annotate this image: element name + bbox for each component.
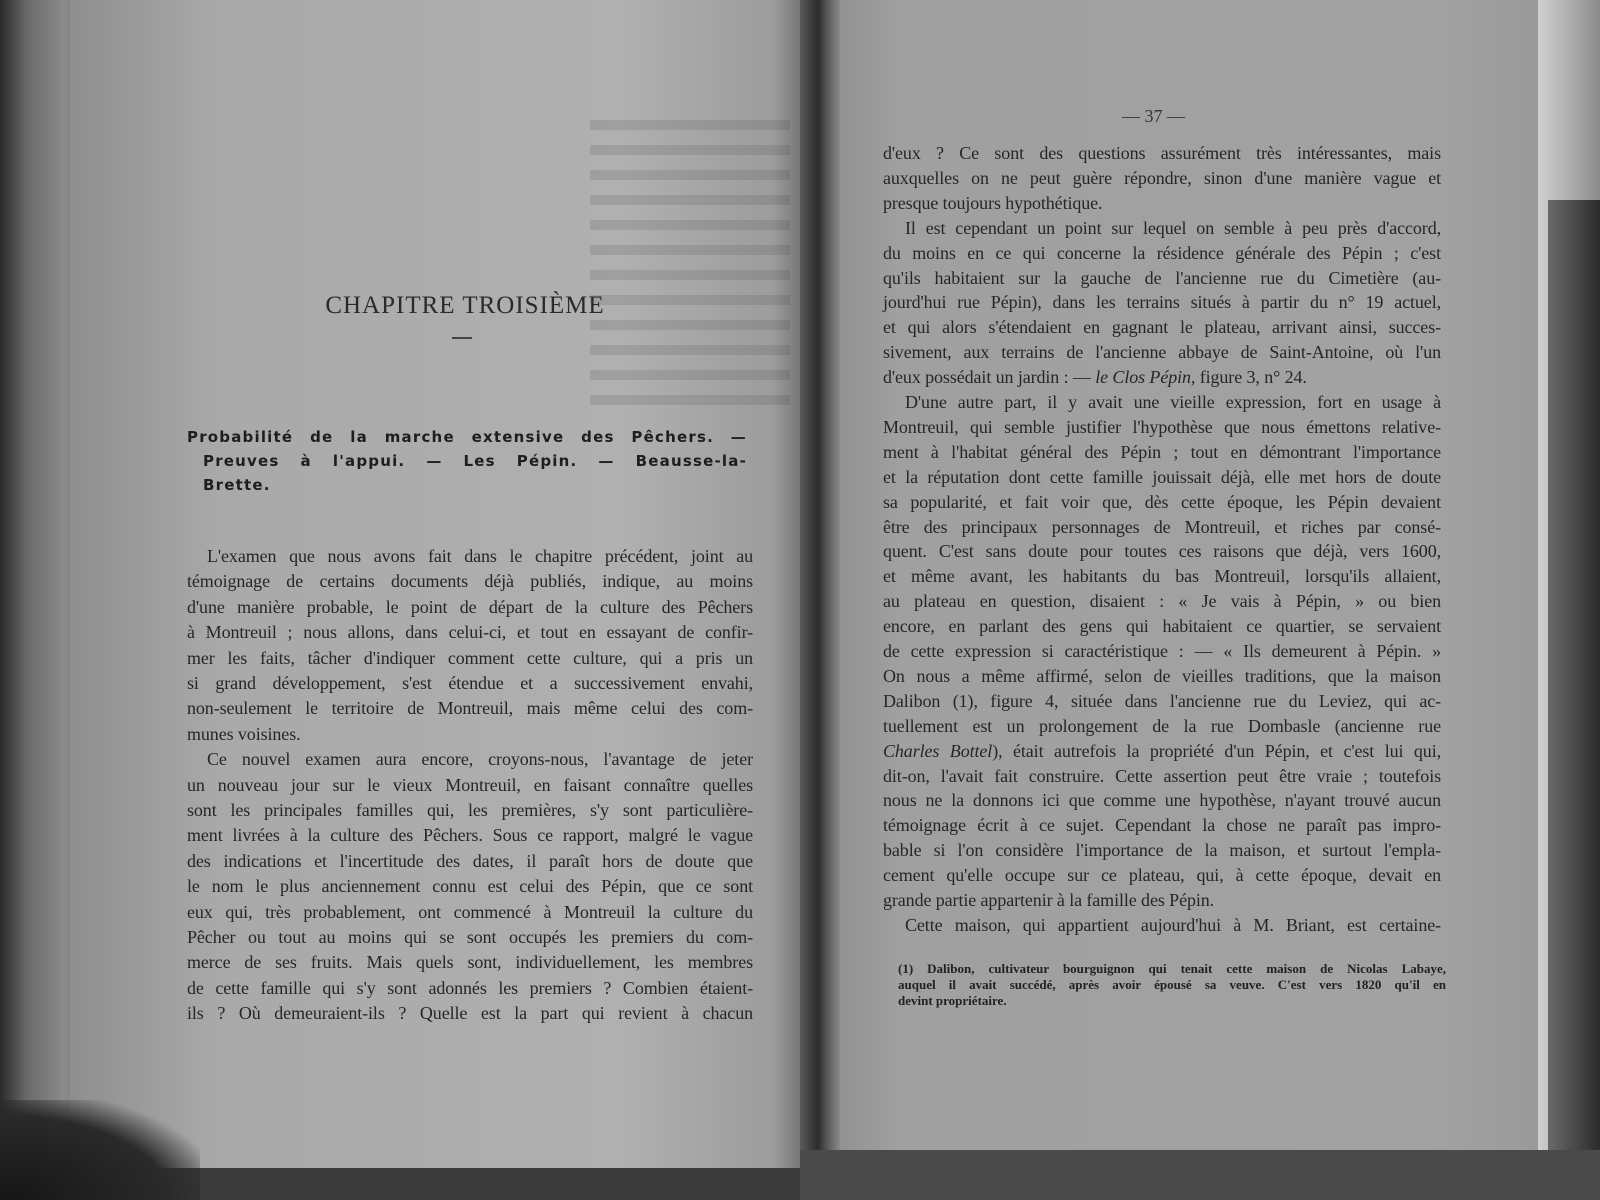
background: [800, 1150, 1600, 1200]
text-line: nous ne la donnons ici que comme une hypothèse, n'ayant trouvé aucun: [883, 790, 1441, 811]
text-line: ils ? Où demeuraient-ils ? Quelle est la part qui revient à chacun: [187, 1003, 753, 1024]
text-line: du moins en ce qui concerne la résidence générale des Pépin ; c'est: [883, 242, 1441, 263]
background: [1548, 200, 1600, 1200]
text-line: sivement, aux terrains de l'ancienne abbaye de Saint-Antoine, où l'un: [883, 342, 1441, 363]
text-line: Il est cependant un point sur lequel on semble à peu près d'accord,: [905, 217, 1441, 238]
text-line: ment livrées à la culture des Pêchers. Sous ce rapport, malgré le vague: [187, 825, 753, 846]
text-line: On nous a même affirmé, selon de vieilles traditions, que la maison: [883, 665, 1441, 686]
text-line: d'eux ? Ce sont des questions assurément très intéressantes, mais: [883, 143, 1441, 163]
text-line: tuellement est un prolongement de la rue Dombasle (ancienne rue: [883, 715, 1441, 736]
text-line: à Montreuil ; nous allons, dans celui-ci, et tout en essayant de confir-: [187, 622, 753, 643]
text-line: qu'ils habitaient sur la gauche de l'ancienne rue du Cimetière (au-: [883, 267, 1441, 288]
text-line: grande partie appartenir à la famille des Pépin.: [883, 890, 1215, 910]
text-line: Dalibon (1), figure 4, située dans l'ancienne rue du Leviez, qui ac-: [883, 690, 1441, 711]
text-line: d'une manière probable, le point de départ de la culture des Pêchers: [187, 596, 753, 617]
show-through-text: [590, 120, 790, 420]
italic-text: le Clos Pépin,: [1095, 367, 1196, 388]
text-line: et la réputation dont cette famille jouissait déjà, elle met hors de doute: [883, 466, 1441, 487]
text-line: mer les faits, tâcher d'indiquer comment cette culture, qui a pris un: [187, 647, 753, 668]
text-line: cement qu'elle occupe sur ce plateau, qui, à cette époque, devait en: [883, 865, 1441, 886]
text-line: au plateau en question, disaient : « Je vais à Pépin, » ou bien: [883, 591, 1441, 612]
text-line: encore, en parlant des gens qui habitaient ce quartier, se servaient: [883, 616, 1441, 637]
text-line: merce de ses fruits. Mais quels sont, individuellement, les membres: [187, 952, 753, 973]
text-line: Montreuil, qui semble justifier l'hypothèse que nous émettons relative-: [883, 416, 1441, 437]
chapter-title: CHAPITRE TROISIÈME: [325, 292, 605, 319]
text-line: eux qui, très probablement, ont commencé à Montreuil la culture du: [187, 901, 753, 922]
text-line: L'examen que nous avons fait dans le chapitre précédent, joint au: [207, 546, 753, 566]
chapter-summary-line: Brette.: [203, 476, 271, 494]
text-line: D'une autre part, il y avait une vieille expression, fort en usage à: [905, 392, 1441, 412]
text-line: presque toujours hypothétique.: [883, 192, 1103, 213]
text-line: et même avant, les habitants du bas Montreuil, lorsqu'ils allaient,: [883, 566, 1441, 587]
text-line: quent. C'est sans doute pour toutes ces raisons que déjà, vers 1600,: [883, 541, 1441, 562]
text-line: témoignage de certains documents déjà publiés, indique, au moins: [187, 571, 753, 592]
text-line: de cette famille qui s'y sont adonnés les premiers ? Combien étaient-: [187, 977, 753, 998]
text-line: témoignage écrit à ce sujet. Cependant la chose ne paraît pas impro-: [883, 815, 1441, 836]
text-line: munes voisines.: [187, 723, 301, 744]
chapter-summary-line: Probabilité de la marche extensive des Pêchers. —: [187, 428, 747, 446]
chapter-summary-line: Preuves à l'appui. — Les Pépin. — Beausse-la-: [203, 452, 747, 470]
text-segment: d'eux possédait un jardin : —: [883, 367, 1096, 388]
text-line: des indications et l'incertitude des dates, il paraît hors de doute que: [187, 850, 753, 871]
text-line: et qui alors s'étendaient en gagnant le plateau, arrivant ainsi, succes-: [883, 317, 1441, 338]
text-line: le nom le plus anciennement connu est celui des Pépin, que ce sont: [187, 876, 753, 897]
page-number: — 37 —: [1122, 106, 1185, 126]
text-line: [883, 740, 1441, 762]
text-line: de cette expression si caractéristique : — « Ils demeurent à Pépin. »: [883, 641, 1441, 661]
book-gutter: [800, 0, 840, 1160]
text-line: un nouveau jour sur le vieux Montreuil, en faisant connaître quelles: [187, 774, 753, 795]
text-segment: ), était autrefois la propriété d'un Pépin, et c'est lui qui,: [992, 740, 1441, 761]
shadow: [0, 1100, 200, 1200]
text-segment: figure 3, n° 24.: [1195, 367, 1307, 388]
text-line: être des principaux personnages de Montreuil, et riches par consé-: [883, 516, 1441, 537]
chapter-rule: [452, 337, 472, 339]
footnote-line: devint propriétaire.: [898, 993, 1007, 1008]
text-line: bable si l'on considère l'importance de la maison, et surtout l'empla-: [883, 840, 1441, 861]
text-line: ment à l'habitat général des Pépin ; tout en démontrant l'importance: [883, 441, 1441, 462]
text-line: Ce nouvel examen aura encore, croyons-nous, l'avantage de jeter: [207, 749, 753, 770]
text-line: Pêcher ou tout au moins qui se sont occupés les premiers du com-: [187, 927, 753, 947]
text-line: sont les principales familles qui, les premières, s'y sont particulière-: [187, 800, 753, 820]
footnote-line: (1) Dalibon, cultivateur bourguignon qui tenait cette maison de Nicolas Labaye,: [898, 961, 1446, 976]
text-line: auxquelles on ne peut guère répondre, sinon d'une manière vague et: [883, 167, 1441, 188]
text-line: si grand développement, s'est étendue et a successivement envahi,: [187, 673, 753, 693]
text-line: sa popularité, et fait voir que, dès cette époque, les Pépin devaient: [883, 491, 1441, 512]
italic-text: Charles Bottel: [883, 740, 993, 761]
text-line: jourd'hui rue Pépin), dans les terrains situés à partir du n° 19 actuel,: [883, 292, 1441, 313]
text-line: non-seulement le territoire de Montreuil, mais même celui des com-: [187, 698, 753, 719]
footnote-line: auquel il avait succédé, après avoir épousé sa veuve. C'est vers 1820 qu'il en: [898, 977, 1446, 992]
text-line: [883, 366, 1441, 388]
text-line: dit-on, l'avait fait construire. Cette assertion peut être vraie ; toutefois: [883, 765, 1441, 786]
text-line: Cette maison, qui appartient aujourd'hui à M. Briant, est certaine-: [905, 914, 1441, 935]
